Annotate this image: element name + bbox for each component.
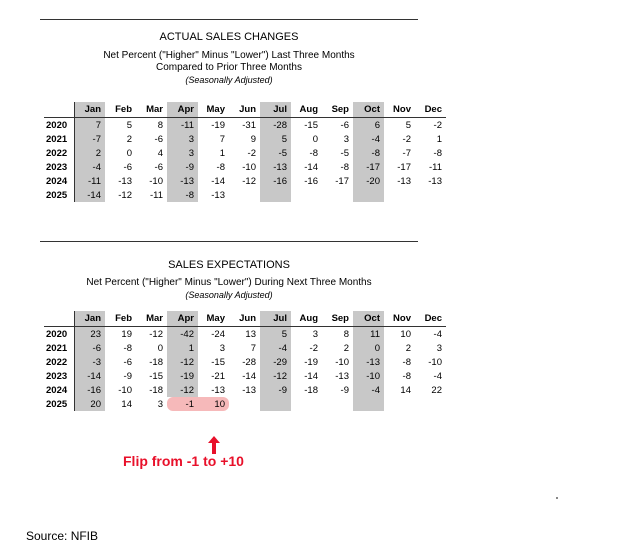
year-label: 2023 (44, 369, 74, 383)
value-cell: -11 (428, 161, 442, 173)
actual-sales-table (44, 102, 446, 202)
middle-rule (40, 241, 418, 242)
month-header-jan: Jan (74, 311, 105, 327)
value-cell: 14 (121, 398, 132, 410)
month-header-jul: Jul (260, 102, 291, 118)
value-cell: -12 (149, 328, 163, 340)
month-header-may: May (198, 311, 229, 327)
value-cell (291, 188, 322, 202)
value-cell: -4 (74, 160, 105, 174)
value-cell: -10 (353, 369, 384, 383)
value-cell: -14 (242, 370, 256, 382)
table-row (44, 188, 446, 202)
value-cell: 0 (312, 133, 318, 145)
value-cell: -16 (304, 175, 318, 187)
value-cell: -19 (304, 356, 318, 368)
highlighted-value-cell: -1 (167, 397, 198, 411)
up-arrow-icon (207, 436, 221, 454)
value-cell: -9 (167, 160, 198, 174)
value-cell: 3 (167, 146, 198, 160)
value-cell: -4 (260, 341, 291, 355)
month-header-may: May (198, 102, 229, 118)
value-cell (229, 397, 260, 411)
value-cell: -12 (167, 383, 198, 397)
value-cell: 11 (353, 327, 384, 342)
value-cell: -13 (118, 175, 132, 187)
year-header (44, 311, 74, 327)
value-cell: 3 (436, 342, 442, 354)
value-cell: -13 (211, 384, 225, 396)
table-row (44, 160, 446, 174)
value-cell: 6 (353, 118, 384, 133)
value-cell (322, 397, 353, 411)
year-label: 2024 (44, 383, 74, 397)
year-label: 2020 (44, 327, 74, 342)
value-cell: -5 (260, 146, 291, 160)
value-cell: -10 (118, 384, 132, 396)
table-row (44, 397, 446, 411)
value-cell: 9 (250, 133, 256, 145)
value-cell: -13 (335, 370, 349, 382)
value-cell: -2 (247, 147, 256, 159)
year-label: 2021 (44, 132, 74, 146)
value-cell: -29 (260, 355, 291, 369)
value-cell: 20 (74, 397, 105, 411)
value-cell: 0 (157, 342, 163, 354)
value-cell: -7 (74, 132, 105, 146)
actual-title: ACTUAL SALES CHANGES (159, 31, 299, 43)
value-cell (384, 188, 415, 202)
table-row (44, 174, 446, 188)
value-cell: -15 (211, 356, 225, 368)
value-cell: -8 (402, 370, 411, 382)
year-label: 2024 (44, 174, 74, 188)
value-cell: -8 (216, 161, 225, 173)
value-cell: -9 (340, 384, 349, 396)
value-cell: 2 (74, 146, 105, 160)
value-cell: -16 (260, 174, 291, 188)
value-cell: 3 (343, 133, 349, 145)
table-row (44, 369, 446, 383)
value-cell: -13 (397, 175, 411, 187)
month-header-oct: Oct (353, 311, 384, 327)
value-cell: -28 (260, 118, 291, 133)
value-cell: 23 (74, 327, 105, 342)
value-cell: 5 (260, 132, 291, 146)
value-cell: -9 (123, 370, 132, 382)
value-cell: 19 (121, 328, 132, 340)
value-cell: -12 (118, 189, 132, 201)
value-cell: 7 (250, 342, 256, 354)
value-cell: 5 (405, 119, 411, 131)
value-cell: -10 (242, 161, 256, 173)
value-cell: -18 (304, 384, 318, 396)
value-cell: 13 (245, 328, 256, 340)
value-cell: -8 (123, 342, 132, 354)
month-header-dec: Dec (415, 102, 446, 118)
month-header-feb: Feb (105, 311, 136, 327)
value-cell (260, 188, 291, 202)
value-cell: -24 (211, 328, 225, 340)
value-cell: -14 (304, 161, 318, 173)
value-cell: -12 (167, 355, 198, 369)
value-cell (415, 397, 446, 411)
month-header-apr: Apr (167, 102, 198, 118)
expectations-note: (Seasonally Adjusted) (185, 290, 273, 300)
year-label: 2020 (44, 118, 74, 133)
month-header-jun: Jun (229, 311, 260, 327)
value-cell: -8 (167, 188, 198, 202)
value-cell: -10 (149, 175, 163, 187)
value-cell (322, 188, 353, 202)
value-cell: -10 (428, 356, 442, 368)
month-header-feb: Feb (105, 102, 136, 118)
value-cell: 2 (126, 133, 132, 145)
actual-subtitle: Net Percent ("Higher" Minus "Lower") Last Three Months (103, 50, 355, 61)
value-cell: -19 (211, 119, 225, 131)
value-cell: -17 (397, 161, 411, 173)
value-cell: -15 (304, 119, 318, 131)
year-label: 2022 (44, 355, 74, 369)
actual-note: (Seasonally Adjusted) (185, 75, 273, 85)
value-cell: -8 (309, 147, 318, 159)
actual-subtitle-2: Compared to Prior Three Months (156, 62, 302, 73)
month-header-sep: Sep (322, 311, 353, 327)
value-cell: 10 (400, 328, 411, 340)
table-row (44, 132, 446, 146)
value-cell: 22 (431, 384, 442, 396)
expectations-title: SALES EXPECTATIONS (168, 259, 290, 271)
year-label: 2025 (44, 397, 74, 411)
value-cell: -4 (433, 328, 442, 340)
value-cell: -13 (428, 175, 442, 187)
value-cell: -18 (149, 384, 163, 396)
value-cell: -10 (335, 356, 349, 368)
year-header (44, 102, 74, 118)
value-cell: -2 (309, 342, 318, 354)
value-cell: -19 (167, 369, 198, 383)
value-cell: 2 (343, 342, 349, 354)
value-cell: -14 (304, 370, 318, 382)
month-header-nov: Nov (384, 102, 415, 118)
value-cell: 8 (343, 328, 349, 340)
month-header-aug: Aug (291, 311, 322, 327)
month-header-mar: Mar (136, 311, 167, 327)
value-cell: 3 (312, 328, 318, 340)
month-header-apr: Apr (167, 311, 198, 327)
top-rule (40, 19, 418, 20)
value-cell: -5 (340, 147, 349, 159)
month-header-sep: Sep (322, 102, 353, 118)
value-cell: -13 (167, 174, 198, 188)
value-cell: 7 (74, 118, 105, 133)
source-note: Source: NFIB (26, 529, 99, 543)
month-header-dec: Dec (415, 311, 446, 327)
value-cell: -42 (167, 327, 198, 342)
month-header-aug: Aug (291, 102, 322, 118)
value-cell: -6 (154, 133, 163, 145)
value-cell: -4 (353, 132, 384, 146)
value-cell: -7 (402, 147, 411, 159)
value-cell: -2 (402, 133, 411, 145)
value-cell: -20 (353, 174, 384, 188)
value-cell: -6 (340, 119, 349, 131)
month-header-jan: Jan (74, 102, 105, 118)
value-cell: 14 (400, 384, 411, 396)
value-cell: 3 (167, 132, 198, 146)
value-cell: -28 (242, 356, 256, 368)
value-cell: -8 (402, 356, 411, 368)
value-cell: 5 (126, 119, 132, 131)
value-cell (260, 397, 291, 411)
value-cell: 3 (219, 342, 225, 354)
value-cell: -21 (211, 370, 225, 382)
expectations-subtitle: Net Percent ("Higher" Minus "Lower") During Next Three Months (86, 277, 372, 288)
value-cell: -11 (74, 174, 105, 188)
value-cell: -13 (353, 355, 384, 369)
table-row (44, 146, 446, 160)
value-cell: 2 (405, 342, 411, 354)
value-cell: -14 (74, 188, 105, 202)
stray-dot (556, 497, 558, 499)
value-cell: 4 (157, 147, 163, 159)
table-row (44, 118, 446, 133)
value-cell: -18 (149, 356, 163, 368)
value-cell: -16 (74, 383, 105, 397)
value-cell: 8 (157, 119, 163, 131)
value-cell: -3 (74, 355, 105, 369)
value-cell (384, 397, 415, 411)
value-cell: -6 (123, 161, 132, 173)
value-cell: -17 (353, 160, 384, 174)
month-header-jun: Jun (229, 102, 260, 118)
table-row (44, 355, 446, 369)
value-cell: -2 (433, 119, 442, 131)
value-cell: -12 (242, 175, 256, 187)
value-cell: -13 (260, 160, 291, 174)
value-cell: -11 (167, 118, 198, 133)
value-cell: -8 (433, 147, 442, 159)
month-header-mar: Mar (136, 102, 167, 118)
value-cell: 1 (436, 133, 442, 145)
value-cell (229, 188, 260, 202)
month-header-jul: Jul (260, 311, 291, 327)
highlighted-value-cell: 10 (198, 397, 229, 411)
value-cell: -13 (211, 189, 225, 201)
value-cell: -8 (340, 161, 349, 173)
value-cell: -17 (335, 175, 349, 187)
value-cell: -4 (433, 370, 442, 382)
year-label: 2022 (44, 146, 74, 160)
value-cell: -8 (353, 146, 384, 160)
table-row (44, 383, 446, 397)
value-cell: -6 (74, 341, 105, 355)
value-cell: -11 (149, 189, 163, 201)
value-cell (291, 397, 322, 411)
value-cell (353, 397, 384, 411)
value-cell: 1 (219, 147, 225, 159)
value-cell: -6 (123, 356, 132, 368)
value-cell (415, 188, 446, 202)
year-label: 2023 (44, 160, 74, 174)
year-label: 2025 (44, 188, 74, 202)
value-cell: -14 (74, 369, 105, 383)
value-cell: -13 (242, 384, 256, 396)
value-cell: 0 (126, 147, 132, 159)
value-cell: -15 (149, 370, 163, 382)
value-cell: 7 (219, 133, 225, 145)
table-row (44, 341, 446, 355)
header-row (44, 311, 446, 327)
value-cell: 3 (157, 398, 163, 410)
value-cell: -9 (260, 383, 291, 397)
value-cell: -6 (154, 161, 163, 173)
year-label: 2021 (44, 341, 74, 355)
header-row (44, 102, 446, 118)
value-cell: 1 (167, 341, 198, 355)
table-row (44, 327, 446, 342)
value-cell: 5 (260, 327, 291, 342)
month-header-oct: Oct (353, 102, 384, 118)
flip-annotation: Flip from -1 to +10 (123, 453, 244, 469)
value-cell: 0 (353, 341, 384, 355)
value-cell: -14 (211, 175, 225, 187)
sales-expectations-table (44, 311, 446, 411)
value-cell: -12 (260, 369, 291, 383)
value-cell: -4 (353, 383, 384, 397)
value-cell: -31 (242, 119, 256, 131)
month-header-nov: Nov (384, 311, 415, 327)
value-cell (353, 188, 384, 202)
